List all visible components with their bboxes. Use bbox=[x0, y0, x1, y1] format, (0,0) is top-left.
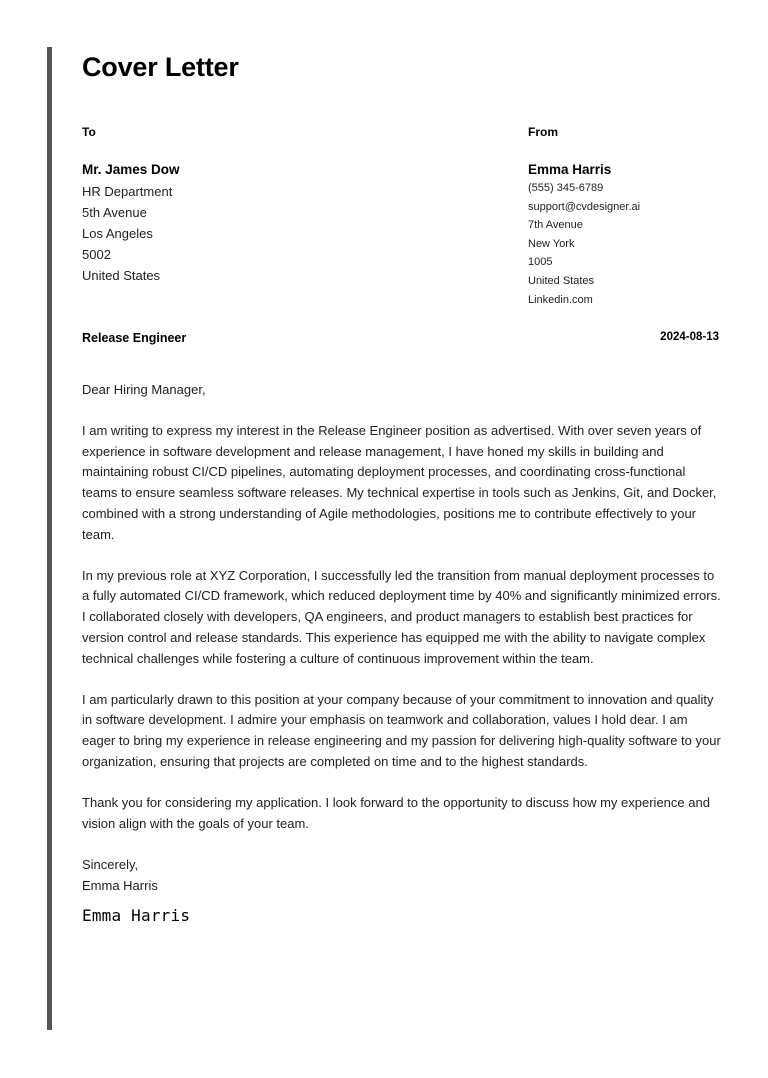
body-paragraph-1: I am writing to express my interest in the Release Engineer position as advertised. With over seven years of experience in software development and release management, I have honed my skills in building and maintaining robust CI/CD pipelines, automating deployment processes, and coordinating cross-functional teams to ensure seamless software releases. My technical expertise in tools such as Jenkins, Git, and Docker, combined with a strong understanding of Agile methodologies, positions me to contribute effectively to your team. bbox=[82, 422, 717, 542]
body-paragraph-2: In my previous role at XYZ Corporation, I successfully led the transition from manual deployment processes to a fully automated CI/CD framework, which reduced deployment time by 40% and significantly minimized errors. I collaborated closely with developers, QA engineers, and product managers to establish best practices for version control and release standards. This experience has equipped me with the ability to navigate complex technical challenges while fostering a culture of continuous improvement within the team. bbox=[82, 567, 721, 666]
recipient-country: United States bbox=[82, 268, 161, 283]
letter-subject: Release Engineer bbox=[82, 331, 187, 345]
sender-phone: (555) 345-6789 bbox=[528, 182, 604, 194]
sender-linkedin: Linkedin.com bbox=[528, 293, 593, 306]
body-paragraph-4: Thank you for considering my application. I look forward to the opportunity to discuss how my experience and vision align with the goals of your team. bbox=[82, 794, 710, 831]
sender-email: support@cvdesigner.ai bbox=[528, 200, 641, 213]
body-paragraph-3: I am particularly drawn to this position at your company because of your commitment to innovation and quality in software development. I admire your emphasis on teamwork and collaboration, values I hold dear. I am eager to bring my experience in release engineering and my passion for delivering high-quality software to your organization, ensuring that projects are completed on time and to the highest standards. bbox=[82, 691, 721, 769]
closing-phrase: Sincerely, bbox=[82, 857, 139, 873]
recipient-block bbox=[82, 124, 462, 286]
salutation: Dear Hiring Manager, bbox=[82, 382, 206, 397]
recipient-heading: To bbox=[82, 125, 96, 139]
closing-name: Emma Harris bbox=[82, 878, 158, 894]
recipient-city: Los Angeles bbox=[82, 226, 153, 241]
sender-block bbox=[528, 124, 738, 309]
sender-name: Emma Harris bbox=[528, 162, 612, 177]
sender-country: United States bbox=[528, 274, 595, 287]
recipient-postal-code: 5002 bbox=[82, 247, 111, 262]
accent-bar bbox=[47, 47, 52, 1030]
sender-street: 7th Avenue bbox=[528, 219, 583, 232]
page-title: Cover Letter bbox=[82, 52, 239, 82]
recipient-street: 5th Avenue bbox=[82, 205, 147, 220]
letter-date: 2024-08-13 bbox=[660, 331, 719, 343]
sender-city: New York bbox=[528, 237, 575, 250]
signature: Emma Harris bbox=[82, 906, 191, 926]
sender-postal-code: 1005 bbox=[528, 256, 553, 269]
letter-body bbox=[82, 380, 722, 925]
sender-heading: From bbox=[528, 125, 558, 139]
recipient-name: Mr. James Dow bbox=[82, 162, 180, 177]
recipient-department: HR Department bbox=[82, 184, 173, 199]
